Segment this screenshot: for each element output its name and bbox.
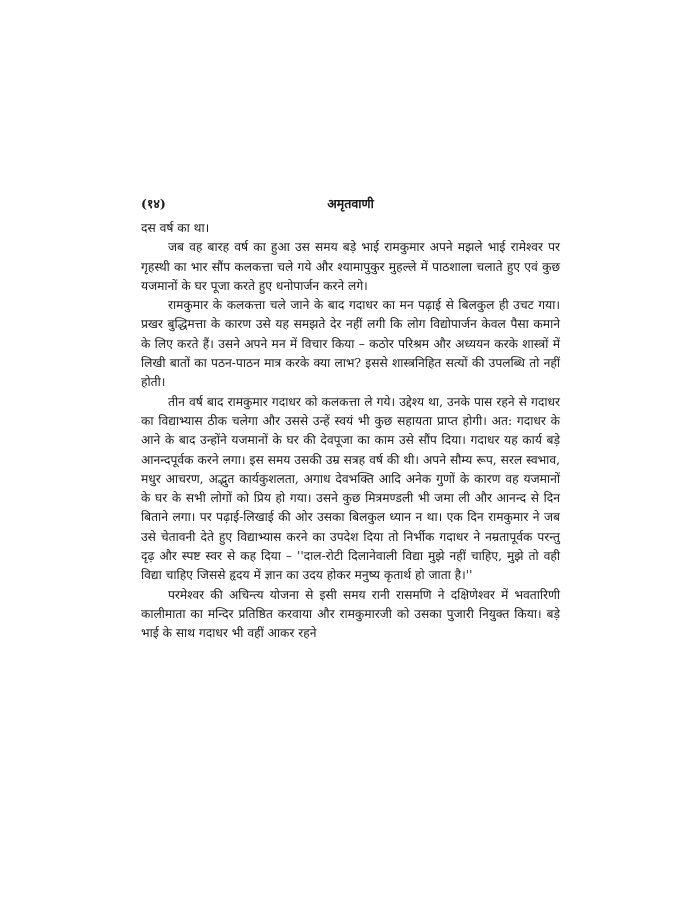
paragraph: तीन वर्ष बाद रामकुमार गदाधर को कलकत्ता ले गये। उद्देश्य था, उनके पास रहने से गदाधर का विद्याभ्यास ठीक चलेगा और उससे उन्हें स्वयं भी कुछ सहायता प्राप्त होगी। अत: गदाधर के आने के बाद उन्होंने यजमानों के घर की देवपूजा का काम उसे सौंप दिया। गदाधर यह कार्य बड़े आनन्दपूर्वक करने लगा। इस समय उसकी उम्र सत्रह वर्ष की थी। अपने सौम्य रूप, सरल स्वभाव, मधुर आचरण, अद्भुत कार्यकुशलता, अगाध देवभक्ति आदि अनेक गुणों के कारण वह यजमानों के घर के सभी लोगों को प्रिय हो गया। उसने कुछ मित्रमण्डली भी जमा ली और आनन्द से दिन बिताने लगा। पर पढ़ाई-लिखाई की ओर उसका बिलकुल ध्यान न था। एक दिन रामकुमार ने जब उसे चेतावनी देते हुए विद्याभ्यास करने का उपदेश दिया तो निर्भीक गदाधर ने नम्रतापूर्वक परन्तु दृढ़ और स्पष्ट स्वर से कह दिया – ''दाल-रोटी दिलानेवाली विद्या मुझे नहीं चाहिए, मुझे तो वही विद्या चाहिए जिससे हृदय में ज्ञान का उदय होकर मनुष्य कृतार्थ हो जाता है।'' xyxy=(141,394,560,583)
page-number: (१४) xyxy=(141,196,166,211)
running-title: अमृतवाणी xyxy=(327,196,374,211)
paragraph: जब वह बारह वर्ष का हुआ उस समय बड़े भाई रामकुमार अपने मझले भाई रामेश्वर पर गृहस्थी का भार सौंप कलकत्ता चले गये और श्यामापुकुर मुहल्ले में पाठशाला चलाते हुए एवं कुछ यजमानों के घर पूजा करते हुए धनोपार्जन करने लगे। xyxy=(141,240,560,293)
page-header xyxy=(141,195,560,215)
paragraph: परमेश्वर की अचिन्त्य योजना से इसी समय रानी रासमणि ने दक्षिणेश्वर में भवतारिणी कालीमाता का मन्दिर प्रतिष्ठित करवाया और रामकुमारजी को उसका पुजारी नियुक्त किया। बड़े भाई के साथ गदाधर भी वहीं आकर रहने xyxy=(141,587,560,641)
paragraph: दस वर्ष का था। xyxy=(141,221,210,235)
paragraph: रामकुमार के कलकत्ता चले जाने के बाद गदाधर का मन पढ़ाई से बिलकुल ही उचट गया। प्रखर बुद्धिमत्ता के कारण उसे यह समझते देर नहीं लगी कि लोग विद्योपार्जन केवल पैसा कमाने के लिए करते हैं। उसने अपने मन में विचार किया – कठोर परिश्रम और अध्ययन करके शास्त्रों में लिखी बातों का पठन-पाठन मात्र करके क्या लाभ? इससे शास्त्रनिहित सत्यों की उपलब्धि तो नहीं होती। xyxy=(141,298,560,390)
body-text xyxy=(141,219,560,644)
